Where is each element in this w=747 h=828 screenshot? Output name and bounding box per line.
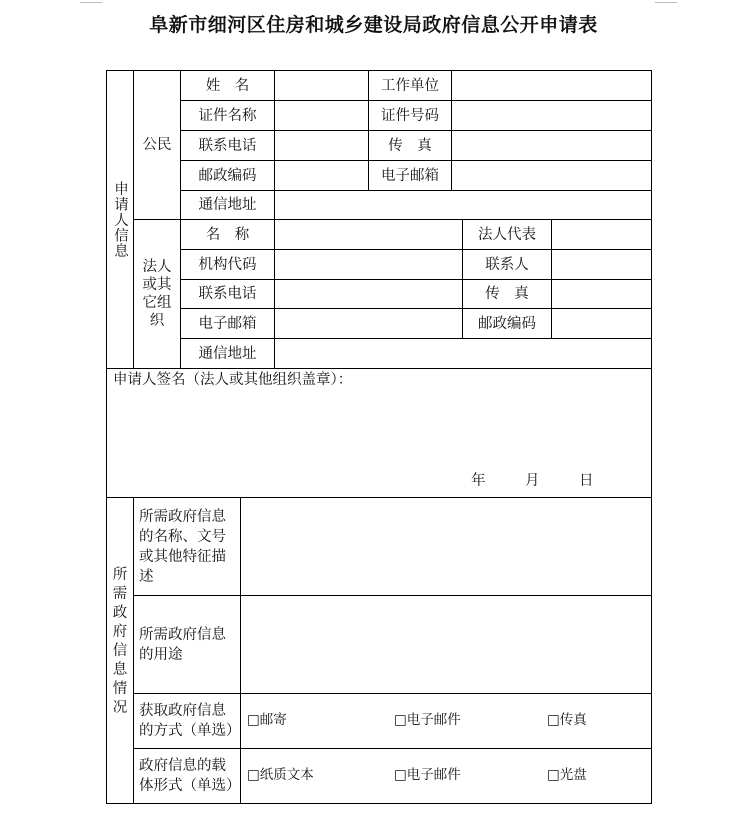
citizen-label: 公民 <box>133 70 181 220</box>
org-fax-field[interactable] <box>551 279 652 309</box>
method-option-fax[interactable]: □传真 <box>547 712 587 728</box>
work-unit-label: 工作单位 <box>368 70 452 101</box>
org-email-label: 电子邮箱 <box>180 308 275 339</box>
signature-box[interactable] <box>106 368 652 498</box>
medium-options <box>240 748 652 804</box>
description-field[interactable] <box>240 497 652 596</box>
org-code-label: 机构代码 <box>180 249 275 280</box>
signature-month: 月 <box>525 473 540 489</box>
medium-option-disc[interactable]: □光盘 <box>547 767 587 783</box>
legal-rep-field[interactable] <box>551 219 652 250</box>
page-corner-mark <box>655 2 677 3</box>
org-address-field[interactable] <box>274 338 652 369</box>
id-number-label: 证件号码 <box>368 100 452 131</box>
medium-label: 政府信息的载体形式（单选） <box>133 748 241 804</box>
info-section-label: 所需政府信息情况 <box>112 567 128 716</box>
id-number-field[interactable] <box>451 100 652 131</box>
org-name-field[interactable] <box>274 219 463 250</box>
citizen-phone-label: 联系电话 <box>180 130 275 161</box>
method-label: 获取政府信息的方式（单选） <box>133 693 241 749</box>
org-phone-label: 联系电话 <box>180 279 275 309</box>
applicant-section-label: 申请人信息 <box>106 70 134 369</box>
info-section-box <box>106 497 134 804</box>
citizen-postcode-label: 邮政编码 <box>180 160 275 191</box>
name-label: 姓 名 <box>180 70 275 101</box>
org-name-label: 名 称 <box>180 219 275 250</box>
org-phone-field[interactable] <box>274 279 463 309</box>
name-field[interactable] <box>274 70 369 101</box>
citizen-address-field[interactable] <box>274 190 652 220</box>
signature-label: 申请人签名（法人或其他组织盖章）： <box>113 372 353 388</box>
signature-year: 年 <box>471 473 486 489</box>
org-postcode-field[interactable] <box>551 308 652 339</box>
org-postcode-label: 邮政编码 <box>462 308 552 339</box>
citizen-fax-field[interactable] <box>451 130 652 161</box>
org-code-field[interactable] <box>274 249 463 280</box>
method-option-email[interactable]: □电子邮件 <box>394 712 461 728</box>
work-unit-field[interactable] <box>451 70 652 101</box>
signature-day: 日 <box>579 473 594 489</box>
citizen-postcode-field[interactable] <box>274 160 369 191</box>
legal-rep-label: 法人代表 <box>462 219 552 250</box>
method-options <box>240 693 652 749</box>
org-email-field[interactable] <box>274 308 463 339</box>
citizen-fax-label: 传 真 <box>368 130 452 161</box>
medium-option-email[interactable]: □电子邮件 <box>394 767 461 783</box>
org-fax-label: 传 真 <box>462 279 552 309</box>
id-name-label: 证件名称 <box>180 100 275 131</box>
contact-label: 联系人 <box>462 249 552 280</box>
citizen-phone-field[interactable] <box>274 130 369 161</box>
purpose-field[interactable] <box>240 595 652 694</box>
page-title: 阜新市细河区住房和城乡建设局政府信息公开申请表 <box>149 14 598 36</box>
id-name-field[interactable] <box>274 100 369 131</box>
purpose-label: 所需政府信息的用途 <box>133 595 241 694</box>
citizen-email-label: 电子邮箱 <box>368 160 452 191</box>
method-option-mail[interactable]: □邮寄 <box>247 712 287 728</box>
org-address-label: 通信地址 <box>180 338 275 369</box>
contact-field[interactable] <box>551 249 652 280</box>
legal-person-label: 法人或其它组织 <box>133 219 181 369</box>
citizen-email-field[interactable] <box>451 160 652 191</box>
page-corner-mark <box>80 2 102 3</box>
description-label: 所需政府信息的名称、文号或其他特征描述 <box>133 497 241 596</box>
medium-option-paper[interactable]: □纸质文本 <box>247 767 314 783</box>
citizen-address-label: 通信地址 <box>180 190 275 220</box>
